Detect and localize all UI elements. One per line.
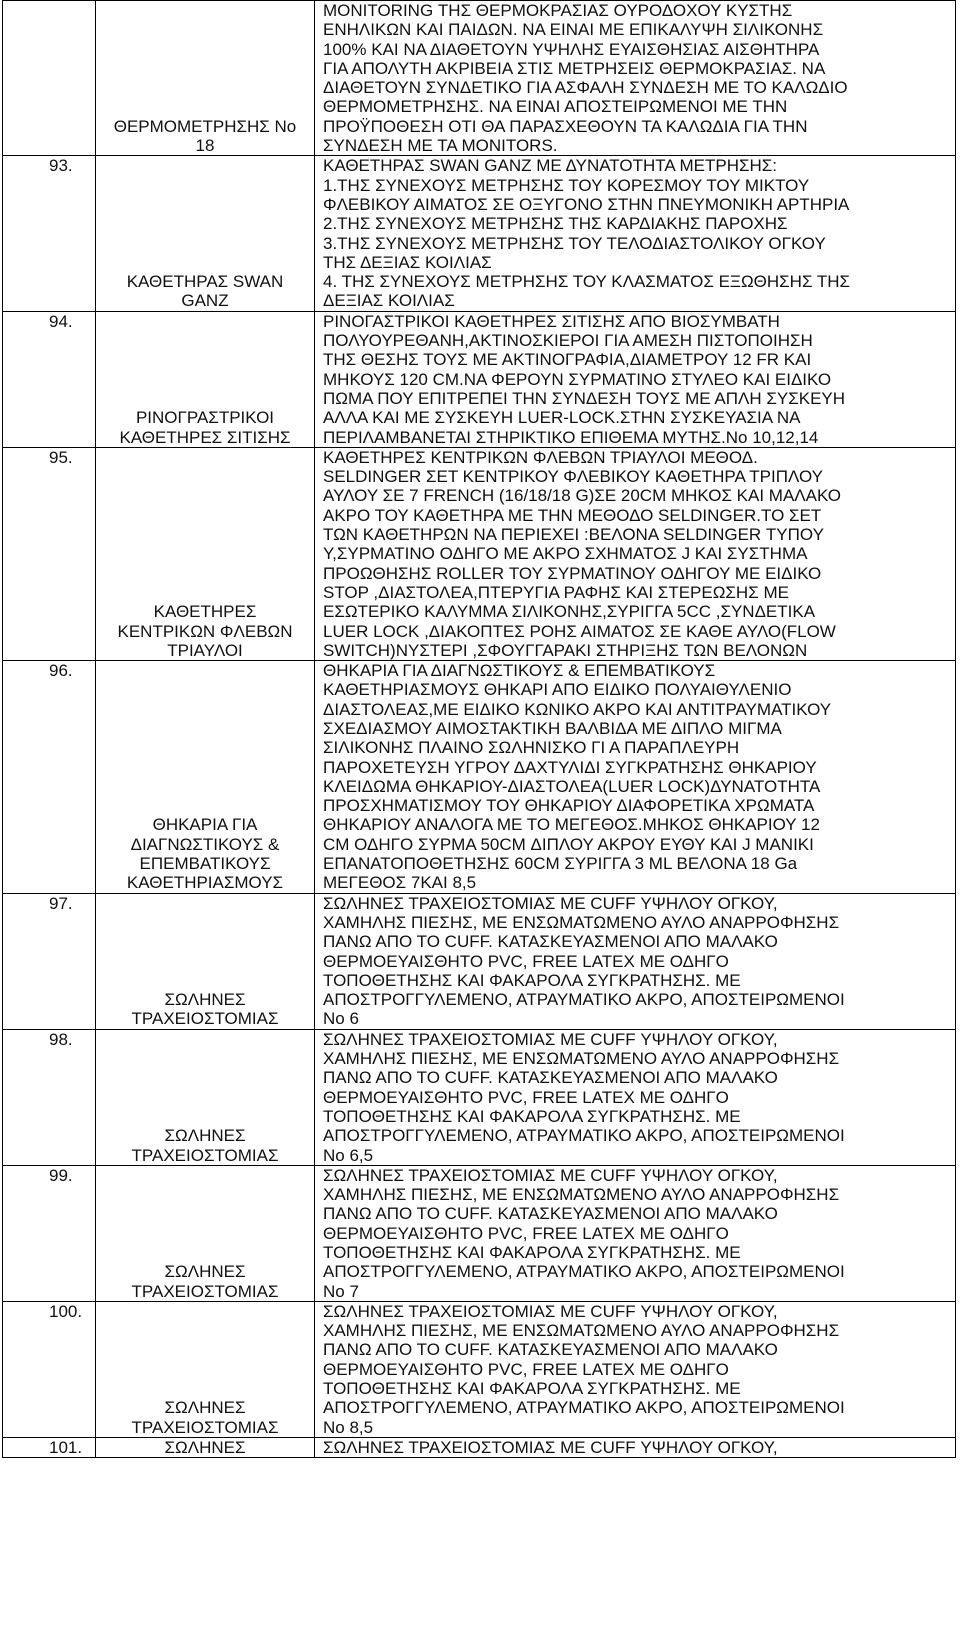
item-description-line: ΡΙΝΟΓΑΣΤΡΙΚΟΙ ΚΑΘΕΤΗΡΕΣ ΣΙΤΙΣΗΣ ΑΠΟ ΒΙΟΣΥΜΒΑΤΗ [323, 311, 780, 331]
item-description-line: ΧΑΜΗΛΗΣ ΠΙΕΣΗΣ, ΜΕ ΕΝΣΩΜΑΤΩΜΕΝΟ ΑΥΛΟ ΑΝΑΡΡΟΦΗΣΗΣ [323, 1185, 840, 1205]
table-row [3, 661, 956, 894]
item-description-line: ΘΕΡΜΟΕΥΑΙΣΘΗΤΟ PVC, FREE LATEX ΜΕ ΟΔΗΓΟ [323, 1087, 729, 1107]
item-description-cell [315, 156, 956, 311]
item-description-line: ΤΟΠΟΘΕΤΗΣΗΣ ΚΑΙ ΦΑΚΑΡΟΛΑ ΣΥΓΚΡΑΤΗΣΗΣ. ΜΕ [323, 970, 741, 990]
item-description-line: ΣΩΛΗΝΕΣ ΤΡΑΧΕΙΟΣΤΟΜΙΑΣ ΜΕ CUFF ΥΨΗΛΟΥ ΟΓΚΟΥ, [323, 1029, 778, 1049]
item-name-line: ΣΩΛΗΝΕΣ [164, 1437, 246, 1457]
item-name-line: ΣΩΛΗΝΕΣ [164, 990, 246, 1010]
item-description-cell [315, 1437, 956, 1457]
item-name-line: ΘΗΚΑΡΙΑ ΓΙΑ [152, 815, 258, 835]
item-description-line: ΕΣΩΤΕΡΙΚΟ ΚΑΛΥΜΜΑ ΣΙΛΙΚΟΝΗΣ,ΣΥΡΙΓΓΑ 5CC ,ΣΥΝΔΕΤΙΚΑ [323, 602, 816, 622]
item-description-line: ΚΑΘΕΤΗΡΑΣ SWAN GANZ ΜΕ ΔΥΝΑΤΟΤΗΤΑ ΜΕΤΡΗΣΗΣ: [323, 156, 778, 176]
item-description-line: ΠΕΡΙΛΑΜΒΑΝΕΤΑΙ ΣΤΗΡΙΚΤΙΚΟ ΕΠΙΘΕΜΑ ΜΥΤΗΣ.No 10,12,14 [323, 427, 819, 447]
item-description-line: CM ΟΔΗΓΟ ΣΥΡΜΑ 50CM ΔΙΠΛΟΥ ΑΚΡΟΥ ΕΥΘΥ ΚΑΙ J ΜΑΝΙΚΙ [323, 834, 814, 854]
item-description-line: ΣΩΛΗΝΕΣ ΤΡΑΧΕΙΟΣΤΟΜΙΑΣ ΜΕ CUFF ΥΨΗΛΟΥ ΟΓΚΟΥ, [323, 1301, 778, 1321]
item-name-line: ΤΡΑΧΕΙΟΣΤΟΜΙΑΣ [131, 1145, 279, 1165]
item-description-cell [315, 893, 956, 1029]
item-name-line: ΤΡΑΧΕΙΟΣΤΟΜΙΑΣ [131, 1009, 279, 1029]
item-name-cell [96, 1, 315, 156]
item-description-line: ΣΩΛΗΝΕΣ ΤΡΑΧΕΙΟΣΤΟΜΙΑΣ ΜΕ CUFF ΥΨΗΛΟΥ ΟΓΚΟΥ, [323, 1165, 778, 1185]
item-number: 94. [49, 311, 73, 331]
item-description-line: ΑΠΟΣΤΡΟΓΓΥΛΕΜΕΝΟ, ΑΤΡΑΥΜΑΤΙΚΟ ΑΚΡΟ, ΑΠΟΣΤΕΙΡΩΜΕΝΟΙ [323, 1262, 845, 1282]
item-description-cell [315, 447, 956, 660]
item-description-line: ΜΗΚΟΥΣ 120 CM.ΝΑ ΦΕΡΟΥΝ ΣΥΡΜΑΤΙΝΟ ΣΤΥΛΕΟ ΚΑΙ ΕΙΔΙΚΟ [323, 369, 832, 389]
item-name-line: 18 [195, 136, 215, 156]
item-description-line: ΘΕΡΜΟΕΥΑΙΣΘΗΤΟ PVC, FREE LATEX ΜΕ ΟΔΗΓΟ [323, 1223, 729, 1243]
item-description-cell [315, 661, 956, 894]
item-description-line: ΤΗΣ ΘΕΣΗΣ ΤΟΥΣ ΜΕ ΑΚΤΙΝΟΓΡΑΦΙΑ,ΔΙΑΜΕΤΡΟΥ 12 FR ΚΑΙ [323, 350, 812, 370]
item-description-line: ΣΩΛΗΝΕΣ ΤΡΑΧΕΙΟΣΤΟΜΙΑΣ ΜΕ CUFF ΥΨΗΛΟΥ ΟΓΚΟΥ, [323, 893, 778, 913]
item-description-line: ΓΙΑ ΑΠΟΛΥΤΗ ΑΚΡΙΒΕΙΑ ΣΤΙΣ ΜΕΤΡΗΣΕΙΣ ΘΕΡΜΟΚΡΑΣΙΑΣ. ΝΑ [323, 58, 826, 78]
item-description-line: ΠΑΝΩ ΑΠΟ ΤΟ CUFF. ΚΑΤΑΣΚΕΥΑΣΜΕΝΟΙ ΑΠΟ ΜΑΛΑΚΟ [323, 932, 778, 952]
item-number-cell [3, 1301, 96, 1437]
item-description-line: ΠΡΟΣΧΗΜΑΤΙΣΜΟΥ ΤΟΥ ΘΗΚΑΡΙΟΥ ΔΙΑΦΟΡΕΤΙΚΑ ΧΡΩΜΑΤΑ [323, 796, 815, 816]
item-number: 98. [49, 1029, 73, 1049]
item-number-cell [3, 311, 96, 447]
item-description-line: ΧΑΜΗΛΗΣ ΠΙΕΣΗΣ, ΜΕ ΕΝΣΩΜΑΤΩΜΕΝΟ ΑΥΛΟ ΑΝΑΡΡΟΦΗΣΗΣ [323, 912, 840, 932]
item-name-line: ΤΡΑΧΕΙΟΣΤΟΜΙΑΣ [131, 1417, 279, 1437]
item-number-cell [3, 1029, 96, 1165]
item-name-line: ΚΕΝΤΡΙΚΩΝ ΦΛΕΒΩΝ [117, 621, 293, 641]
table-row [3, 1437, 956, 1457]
item-description-line: ΘΗΚΑΡΙΟΥ ΑΝΑΛΟΓΑ ΜΕ ΤΟ ΜΕΓΕΘΟΣ.ΜΗΚΟΣ ΘΗΚΑΡΙΟΥ 12 [323, 815, 820, 835]
item-name-line: ΣΩΛΗΝΕΣ [164, 1398, 246, 1418]
item-number: 96. [49, 661, 73, 681]
item-name-line: ΤΡΙΑΥΛΟΙ [167, 640, 243, 660]
item-name-line: ΚΑΘΕΤΗΡΕΣ ΣΙΤΙΣΗΣ [119, 427, 291, 447]
item-name-line: ΘΕΡΜΟΜΕΤΡΗΣΗΣ No [113, 116, 297, 136]
item-description-line: ΘΗΚΑΡΙΑ ΓΙΑ ΔΙΑΓΝΩΣΤΙΚΟΥΣ & ΕΠΕΜΒΑΤΙΚΟΥΣ [323, 661, 716, 681]
item-description-line: 100% ΚΑΙ ΝΑ ΔΙΑΘΕΤΟΥΝ ΥΨΗΛΗΣ ΕΥΑΙΣΘΗΣΙΑΣ ΑΙΣΘΗΤΗΡΑ [323, 39, 820, 59]
item-name-line: ΣΩΛΗΝΕΣ [164, 1262, 246, 1282]
item-description-line: No 6 [323, 1009, 359, 1029]
item-description-line: ΑΠΟΣΤΡΟΓΓΥΛΕΜΕΝΟ, ΑΤΡΑΥΜΑΤΙΚΟ ΑΚΡΟ, ΑΠΟΣΤΕΙΡΩΜΕΝΟΙ [323, 1126, 845, 1146]
item-name-cell [96, 1437, 315, 1457]
item-name-line: GANZ [181, 291, 229, 311]
item-name-cell [96, 1165, 315, 1301]
item-description-line: ΣΙΛΙΚΟΝΗΣ ΠΛΑΙΝΟ ΣΩΛΗΝΙΣΚΟ ΓΙ Α ΠΑΡΑΠΛΕΥΡΗ [323, 738, 740, 758]
item-number: 93. [49, 156, 73, 176]
item-description-line: No 8,5 [323, 1417, 374, 1437]
item-description-line: ΠΩΜΑ ΠΟΥ ΕΠΙΤΡΕΠΕΙ ΤΗΝ ΣΥΝΔΕΣΗ ΤΟΥΣ ΜΕ ΑΠΛΗ ΣΥΣΚΕΥΗ [323, 388, 846, 408]
item-description-line: ΘΕΡΜΟΜΕΤΡΗΣΗΣ. ΝΑ ΕΙΝΑΙ ΑΠΟΣΤΕΙΡΩΜΕΝΟΙ ΜΕ ΤΗΝ [323, 97, 788, 117]
table-row [3, 1165, 956, 1301]
item-number-cell [3, 156, 96, 311]
table-row [3, 1301, 956, 1437]
item-description-line: ΣΥΝΔΕΣΗ ΜΕ ΤΑ MONITORS. [323, 136, 558, 156]
item-description-line: ΕΠΑΝΑΤΟΠΟΘΕΤΗΣΗΣ 60CM ΣΥΡΙΓΓΑ 3 ML ΒΕΛΟΝΑ 18 Ga [323, 854, 798, 874]
item-description-line: ΔΕΞΙΑΣ ΚΟΙΛΙΑΣ [323, 291, 455, 311]
item-name-line: ΣΩΛΗΝΕΣ [164, 1126, 246, 1146]
item-description-line: ΔΙΑΣΤΟΛΕΑΣ,ΜΕ ΕΙΔΙΚΟ ΚΩΝΙΚΟ ΑΚΡΟ ΚΑΙ ΑΝΤΙΤΡΑΥΜΑΤΙΚΟΥ [323, 699, 832, 719]
item-description-line: ΜΕΓΕΘΟΣ 7ΚΑΙ 8,5 [323, 873, 477, 893]
item-description-line: ΧΑΜΗΛΗΣ ΠΙΕΣΗΣ, ΜΕ ΕΝΣΩΜΑΤΩΜΕΝΟ ΑΥΛΟ ΑΝΑΡΡΟΦΗΣΗΣ [323, 1049, 840, 1069]
item-description-line: ΤΟΠΟΘΕΤΗΣΗΣ ΚΑΙ ΦΑΚΑΡΟΛΑ ΣΥΓΚΡΑΤΗΣΗΣ. ΜΕ [323, 1379, 741, 1399]
item-number-cell [3, 447, 96, 660]
item-description-cell [315, 1029, 956, 1165]
item-description-line: ΠΟΛΥΟΥΡΕΘΑΝΗ,ΑΚΤΙΝΟΣΚΙΕΡΟΙ ΓΙΑ ΑΜΕΣΗ ΠΙΣΤΟΠΟΙΗΣΗ [323, 331, 813, 351]
item-number: 100. [49, 1301, 83, 1321]
table-row [3, 311, 956, 447]
item-description-line: ΑΚΡΟ ΤΟΥ ΚΑΘΕΤΗΡΑ ΜΕ ΤΗΝ ΜΕΘΟΔΟ SELDINGER.ΤΟ ΣΕΤ [323, 505, 822, 525]
item-description-line: ΠΑΝΩ ΑΠΟ ΤΟ CUFF. ΚΑΤΑΣΚΕΥΑΣΜΕΝΟΙ ΑΠΟ ΜΑΛΑΚΟ [323, 1340, 778, 1360]
item-description-line: 4. ΤΗΣ ΣΥΝΕΧΟΥΣ ΜΕΤΡΗΣΗΣ ΤΟΥ ΚΛΑΣΜΑΤΟΣ ΕΞΩΘΗΣΗΣ ΤΗΣ [323, 272, 851, 292]
item-description-line: ΚΑΘΕΤΗΡΙΑΣΜΟΥΣ ΘΗΚΑΡΙ ΑΠΟ ΕΙΔΙΚΟ ΠΟΛΥΑΙΘΥΛΕΝΙΟ [323, 680, 792, 700]
item-number: 99. [49, 1165, 73, 1185]
specifications-table [2, 0, 956, 1458]
item-name-line: ΔΙΑΓΝΩΣΤΙΚΟΥΣ & [130, 834, 280, 854]
item-name-line: ΡΙΝΟΓΡΑΣΤΡΙΚΟΙ [135, 408, 275, 428]
item-description-line: ΣΧΕΔΙΑΣΜΟΥ ΑΙΜΟΣΤΑΚΤΙΚΗ ΒΑΛΒΙΔΑ ΜΕ ΔΙΠΛΟ ΜΙΓΜΑ [323, 718, 782, 738]
item-description-cell [315, 1301, 956, 1437]
item-description-line: ΠΡΟΫΠΟΘΕΣΗ ΟΤΙ ΘΑ ΠΑΡΑΣΧΕΘΟΥΝ ΤΑ ΚΑΛΩΔΙΑ ΓΙΑ ΤΗΝ [323, 116, 808, 136]
item-description-line: ΧΑΜΗΛΗΣ ΠΙΕΣΗΣ, ΜΕ ΕΝΣΩΜΑΤΩΜΕΝΟ ΑΥΛΟ ΑΝΑΡΡΟΦΗΣΗΣ [323, 1321, 840, 1341]
item-name-cell [96, 1301, 315, 1437]
item-description-line: 2.ΤΗΣ ΣΥΝΕΧΟΥΣ ΜΕΤΡΗΣΗΣ ΤΗΣ ΚΑΡΔΙΑΚΗΣ ΠΑΡΟΧΗΣ [323, 214, 788, 234]
item-number: 101. [49, 1437, 83, 1457]
item-name-cell [96, 1029, 315, 1165]
item-name-line: ΚΑΘΕΤΗΡΑΣ SWAN [126, 272, 284, 292]
item-description-line: 1.ΤΗΣ ΣΥΝΕΧΟΥΣ ΜΕΤΡΗΣΗΣ ΤΟΥ ΚΟΡΕΣΜΟΥ ΤΟΥ ΜΙΚΤΟΥ [323, 175, 810, 195]
item-description-line: No 7 [323, 1281, 359, 1301]
item-number-cell [3, 1437, 96, 1457]
item-description-line: 3.ΤΗΣ ΣΥΝΕΧΟΥΣ ΜΕΤΡΗΣΗΣ ΤΟΥ ΤΕΛΟΔΙΑΣΤΟΛΙΚΟΥ ΟΓΚΟΥ [323, 233, 826, 253]
item-description-line: ΑΥΛΟΥ ΣΕ 7 FRENCH (16/18/18 G)ΣΕ 20CM ΜΗΚΟΣ ΚΑΙ ΜΑΛΑΚΟ [323, 486, 842, 506]
item-number-cell [3, 661, 96, 894]
table-row [3, 447, 956, 660]
item-description-line: ΤΩΝ ΚΑΘΕΤΗΡΩΝ ΝΑ ΠΕΡΙΕΧΕΙ :ΒΕΛΟΝΑ SELDINGER ΤΥΠΟΥ [323, 525, 824, 545]
item-name-line: ΤΡΑΧΕΙΟΣΤΟΜΙΑΣ [131, 1281, 279, 1301]
item-description-line: ΤΟΠΟΘΕΤΗΣΗΣ ΚΑΙ ΦΑΚΑΡΟΛΑ ΣΥΓΚΡΑΤΗΣΗΣ. ΜΕ [323, 1243, 741, 1262]
item-description-line: No 6,5 [323, 1145, 374, 1165]
item-description-line: ΠΑΡΟΧΕΤΕΥΣΗ ΥΓΡΟΥ ΔΑΧΤΥΛΙΔΙ ΣΥΓΚΡΑΤΗΣΗΣ ΘΗΚΑΡΙΟΥ [323, 757, 817, 777]
table-row [3, 1029, 956, 1165]
table-row [3, 1, 956, 156]
item-name-line: ΚΑΘΕΤΗΡΙΑΣΜΟΥΣ [126, 873, 284, 893]
table-row [3, 893, 956, 1029]
item-description-cell [315, 311, 956, 447]
item-description-line: ΘΕΡΜΟΕΥΑΙΣΘΗΤΟ PVC, FREE LATEX ΜΕ ΟΔΗΓΟ [323, 1359, 729, 1379]
item-description-line: ΑΠΟΣΤΡΟΓΓΥΛΕΜΕΝΟ, ΑΤΡΑΥΜΑΤΙΚΟ ΑΚΡΟ, ΑΠΟΣΤΕΙΡΩΜΕΝΟΙ [323, 990, 845, 1010]
item-description-cell [315, 1, 956, 156]
item-number: 97. [49, 893, 73, 913]
item-name-cell [96, 156, 315, 311]
item-description-line: ΦΛΕΒΙΚΟΥ ΑΙΜΑΤΟΣ ΣΕ ΟΞΥΓΟΝΟ ΣΤΗΝ ΠΝΕΥΜΟΝΙΚΗ ΑΡΤΗΡΙΑ [323, 194, 850, 214]
item-description-line: SELDINGER ΣΕΤ ΚΕΝΤΡΙΚΟΥ ΦΛΕΒΙΚΟΥ ΚΑΘΕΤΗΡΑ ΤΡΙΠΛΟΥ [323, 467, 824, 487]
item-name-cell [96, 447, 315, 660]
item-description-line: ΤΟΠΟΘΕΤΗΣΗΣ ΚΑΙ ΦΑΚΑΡΟΛΑ ΣΥΓΚΡΑΤΗΣΗΣ. ΜΕ [323, 1106, 741, 1126]
item-name-cell [96, 661, 315, 894]
item-description-line: ΑΛΛΑ ΚΑΙ ΜΕ ΣΥΣΚΕΥΗ LUER-LOCK.ΣΤΗΝ ΣΥΣΚΕΥΑΣΙΑ ΝΑ [323, 408, 801, 428]
item-description-cell [315, 1165, 956, 1301]
item-number-cell [3, 893, 96, 1029]
item-number-cell [3, 1, 96, 156]
item-description-line: MONITORING ΤΗΣ ΘΕΡΜΟΚΡΑΣΙΑΣ ΟΥΡΟΔΟΧΟΥ ΚΥΣΤΗΣ [323, 1, 793, 20]
item-name-line: ΕΠΕΜΒΑΤΙΚΟΥΣ [139, 854, 271, 874]
item-number-cell [3, 1165, 96, 1301]
item-description-line: ΣΩΛΗΝΕΣ ΤΡΑΧΕΙΟΣΤΟΜΙΑΣ ΜΕ CUFF ΥΨΗΛΟΥ ΟΓΚΟΥ, [323, 1437, 778, 1457]
item-description-line: ΘΕΡΜΟΕΥΑΙΣΘΗΤΟ PVC, FREE LATEX ΜΕ ΟΔΗΓΟ [323, 951, 729, 971]
item-description-line: STOP ,ΔΙΑΣΤΟΛΕΑ,ΠΤΕΡΥΓΙΑ ΡΑΦΗΣ ΚΑΙ ΣΤΕΡΕΩΣΗΣ ΜΕ [323, 582, 789, 602]
item-description-line: ΤΗΣ ΔΕΞΙΑΣ ΚΟΙΛΙΑΣ [323, 252, 492, 272]
item-description-line: ΠΡΟΩΘΗΣΗΣ ROLLER ΤΟΥ ΣΥΡΜΑΤΙΝΟΥ ΟΔΗΓΟΥ ΜΕ ΕΙΔΙΚΟ [323, 563, 822, 583]
item-name-line: ΚΑΘΕΤΗΡΕΣ [153, 602, 257, 622]
item-description-line: ΕΝΗΛΙΚΩΝ ΚΑΙ ΠΑΙΔΩΝ. ΝΑ ΕΙΝΑΙ ΜΕ ΕΠΙΚΑΛΥΨΗ ΣΙΛΙΚΟΝΗΣ [323, 20, 824, 40]
item-description-line: ΠΑΝΩ ΑΠΟ ΤΟ CUFF. ΚΑΤΑΣΚΕΥΑΣΜΕΝΟΙ ΑΠΟ ΜΑΛΑΚΟ [323, 1204, 778, 1224]
item-number: 95. [49, 447, 73, 467]
item-description-line: ΚΛΕΙΔΩΜΑ ΘΗΚΑΡΙΟΥ-ΔΙΑΣΤΟΛΕΑ(LUER LOCK)ΔΥΝΑΤΟΤΗΤΑ [323, 776, 821, 796]
item-description-line: SWITCH)ΝΥΣΤΕΡΙ ,ΣΦΟΥΓΓΑΡΑΚΙ ΣΤΗΡΙΞΗΣ ΤΩΝ ΒΕΛΟΝΩΝ [323, 640, 808, 660]
item-name-cell [96, 311, 315, 447]
item-description-line: Y,ΣΥΡΜΑΤΙΝΟ ΟΔΗΓΟ ΜΕ ΑΚΡΟ ΣΧΗΜΑΤΟΣ J ΚΑΙ ΣΥΣΤΗΜΑ [323, 544, 808, 564]
item-description-line: ΔΙΑΘΕΤΟΥΝ ΣΥΝΔΕΤΙΚΟ ΓΙΑ ΑΣΦΑΛΗ ΣΥΝΔΕΣΗ ΜΕ ΤΟ ΚΑΛΩΔΙΟ [323, 78, 848, 98]
table-row [3, 156, 956, 311]
item-name-cell [96, 893, 315, 1029]
item-description-line: ΠΑΝΩ ΑΠΟ ΤΟ CUFF. ΚΑΤΑΣΚΕΥΑΣΜΕΝΟΙ ΑΠΟ ΜΑΛΑΚΟ [323, 1068, 778, 1088]
item-description-line: ΑΠΟΣΤΡΟΓΓΥΛΕΜΕΝΟ, ΑΤΡΑΥΜΑΤΙΚΟ ΑΚΡΟ, ΑΠΟΣΤΕΙΡΩΜΕΝΟΙ [323, 1398, 845, 1418]
table-body [3, 1, 956, 1458]
item-description-line: LUER LOCK ,ΔΙΑΚΟΠΤΕΣ ΡΟΗΣ ΑΙΜΑΤΟΣ ΣΕ ΚΑΘΕ ΑΥΛΟ(FLOW [323, 621, 836, 641]
item-description-line: ΚΑΘΕΤΗΡΕΣ ΚΕΝΤΡΙΚΩΝ ΦΛΕΒΩΝ ΤΡΙΑΥΛΟΙ ΜΕΘΟΔ. [323, 447, 758, 467]
